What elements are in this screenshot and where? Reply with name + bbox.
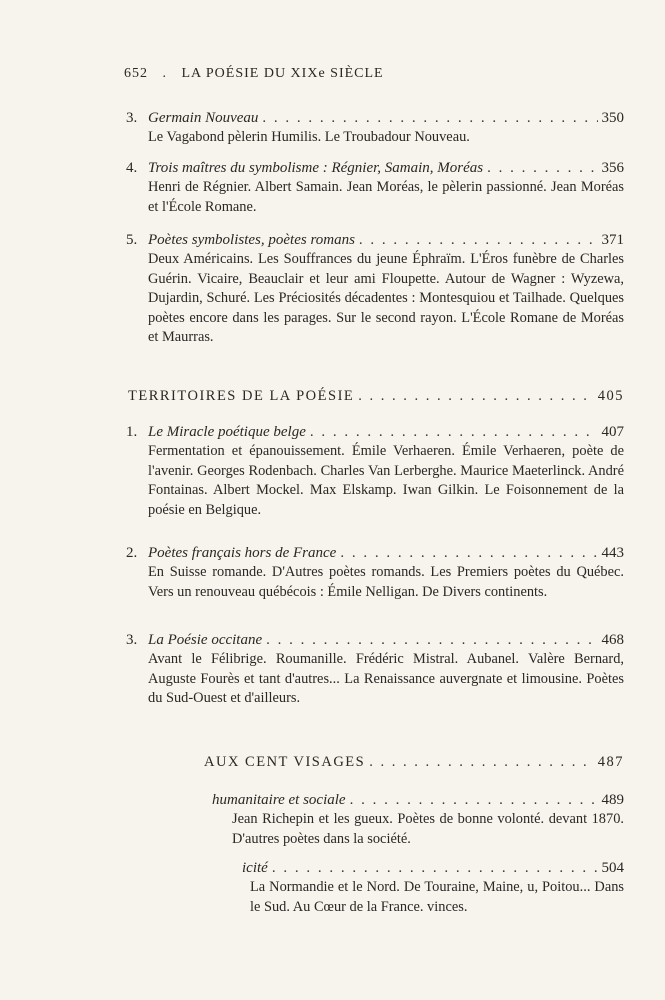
entry-number: 5. — [126, 232, 138, 248]
toc-entry — [186, 790, 624, 849]
toc-entry — [206, 858, 624, 917]
leader-dots — [369, 752, 594, 772]
entry-page: 407 — [601, 424, 624, 440]
entry-page: 443 — [601, 545, 624, 561]
entry-page: 489 — [601, 792, 624, 808]
toc-entry — [126, 158, 624, 217]
leader-dots — [266, 630, 597, 650]
entry-title: Germain Nouveau — [148, 110, 259, 126]
entry-description: Le Vagabond pèlerin Humilis. Le Troubadour Nouveau. — [148, 129, 470, 145]
leader-dots — [487, 158, 597, 178]
leader-dots — [262, 108, 597, 128]
entry-number: 2. — [126, 545, 138, 561]
entry-title: humanitaire et sociale — [212, 792, 346, 808]
header-separator: . — [162, 66, 167, 81]
entry-title: La Poésie occitane — [148, 632, 263, 648]
toc-entry — [126, 230, 624, 348]
section-heading — [204, 752, 624, 772]
entry-number: 3. — [126, 110, 138, 126]
entry-description: Henri de Régnier. Albert Samain. Jean Moréas, le pèlerin passionné. Jean Moréas et l'École Romane. — [148, 179, 624, 215]
book-title: LA POÉSIE DU XIXe SIÈCLE — [181, 66, 384, 81]
leader-dots — [272, 858, 598, 878]
leader-dots — [310, 422, 598, 442]
entry-number: 3. — [126, 632, 138, 648]
entry-description: Jean Richepin et les gueux. Poètes de bonne volonté. devant 1870. D'autres poètes dans la société. — [232, 811, 624, 847]
entry-title: icité — [242, 860, 268, 876]
toc-entry — [126, 422, 624, 520]
entry-number: 4. — [126, 160, 138, 176]
entry-page: 371 — [601, 232, 624, 248]
section-page: 487 — [597, 754, 624, 770]
entry-page: 350 — [601, 110, 624, 126]
page-number: 652 — [124, 66, 148, 81]
leader-dots — [340, 543, 597, 563]
section-heading — [128, 386, 624, 406]
entry-description: Fermentation et épanouissement. Émile Verhaeren. Émile Verhaeren, poète de l'avenir. Georges Rodenbach. Charles Van Lerberghe. Maurice Maeterlinck. André Fontainas. Albert Mockel. Max Elskamp. Iwan Gilkin. Le Foisonnement de la poésie en Belgique. — [148, 443, 624, 518]
leader-dots — [350, 790, 598, 810]
toc-entry — [126, 108, 624, 148]
entry-title: Trois maîtres du symbolisme : Régnier, Samain, Moréas — [148, 160, 484, 176]
toc-entry — [126, 543, 624, 602]
entry-description: Avant le Félibrige. Roumanille. Frédéric Mistral. Aubanel. Valère Bernard, Auguste Fourès et tant d'autres... La Renaissance auvergnate et limousine. Poètes du Sud-Ouest et d'ailleurs. — [148, 651, 624, 706]
entry-page: 504 — [601, 860, 624, 876]
entry-page: 356 — [601, 160, 624, 176]
toc-entry — [126, 630, 624, 709]
section-title: AUX CENT VISAGES — [204, 754, 366, 770]
entry-description: La Normandie et le Nord. De Touraine, Maine, u, Poitou... Dans le Sud. Au Cœur de la France. vinces. — [250, 879, 624, 915]
entry-number: 1. — [126, 424, 138, 440]
entry-page: 468 — [601, 632, 624, 648]
running-head — [124, 66, 384, 82]
entry-description: Deux Américains. Les Souffrances du jeune Éphraïm. L'Éros funèbre de Charles Guérin. Vicaire, Beauclair et leur ami Floupette. Autour de Wagner : Wyzewa, Dujardin, Schuré. Les Préciosités décadentes : Montesquiou et Tailhade. Quelques poètes encore dans les parages. Sur le second rayon. L'École Romane de Moréas et Maurras. — [148, 251, 624, 345]
entry-description: En Suisse romande. D'Autres poètes romands. Les Premiers poètes du Québec. Vers un renouveau québécois : Émile Nelligan. De Divers continents. — [148, 564, 624, 600]
entry-title: Poètes français hors de France — [148, 545, 337, 561]
leader-dots — [359, 230, 598, 250]
entry-title: Le Miracle poétique belge — [148, 424, 306, 440]
section-page: 405 — [597, 388, 624, 404]
section-title: TERRITOIRES DE LA POÉSIE — [128, 388, 355, 404]
entry-title: Poètes symbolistes, poètes romans — [148, 232, 355, 248]
leader-dots — [358, 386, 594, 406]
